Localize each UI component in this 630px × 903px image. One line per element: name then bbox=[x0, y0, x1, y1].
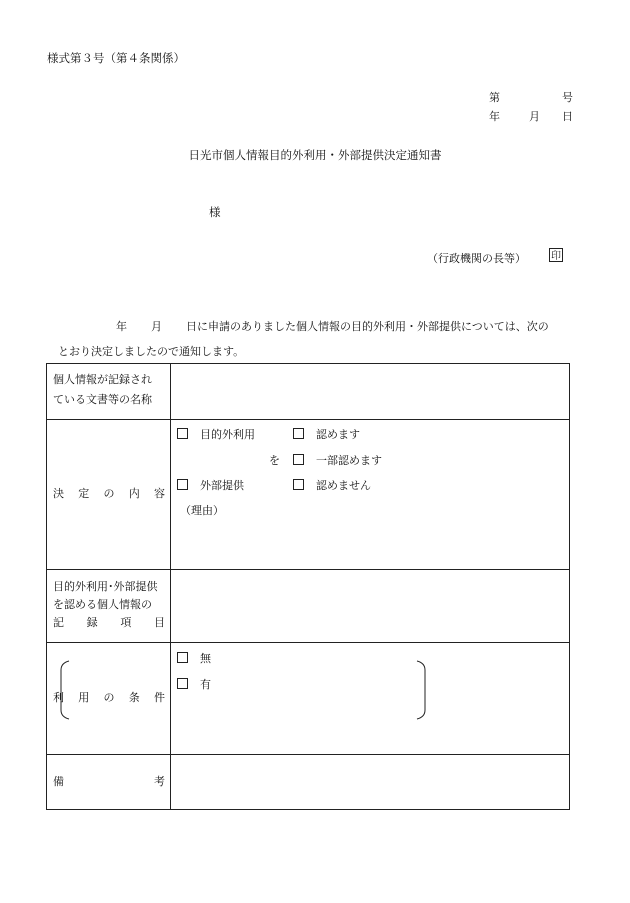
intro-year: 年 bbox=[116, 320, 127, 333]
option-use-checkbox[interactable]: 目的外利用 bbox=[177, 425, 255, 445]
checkbox-icon bbox=[177, 428, 188, 439]
record-items-label: 目的外利用･外部提供 を認める個人情報の 記 録 項 目 bbox=[53, 580, 165, 629]
date-month: 月 bbox=[529, 110, 540, 123]
record-items-field[interactable] bbox=[171, 570, 569, 642]
remarks-field[interactable] bbox=[171, 755, 569, 810]
intro-line-2: とおり決定しましたので通知します。 bbox=[58, 345, 245, 358]
form-number-label: 様式第３号（第４条関係） bbox=[47, 51, 185, 65]
svg-text:印: 印 bbox=[551, 251, 561, 262]
option-provide-checkbox[interactable]: 外部提供 bbox=[177, 476, 244, 496]
checkbox-icon bbox=[177, 652, 188, 663]
answer-no-checkbox[interactable]: 認めません bbox=[293, 476, 371, 496]
remarks-label: 備 考 bbox=[53, 775, 165, 788]
intro-month: 月 bbox=[151, 320, 162, 333]
checkbox-icon bbox=[293, 454, 304, 465]
conditions-has-checkbox[interactable]: 有 bbox=[177, 675, 211, 695]
number-prefix: 第 bbox=[489, 91, 500, 104]
date-year: 年 bbox=[489, 110, 500, 123]
right-bracket-icon bbox=[415, 660, 429, 720]
issuer-label: （行政機関の長等） bbox=[427, 252, 526, 265]
answer-partial-checkbox[interactable]: 一部認めます bbox=[293, 451, 382, 471]
doc-name-label: 個人情報が記録され ている文書等の名称 bbox=[53, 373, 152, 406]
reason-label: （理由） bbox=[180, 504, 224, 517]
checkbox-icon bbox=[293, 428, 304, 439]
table-row-divider bbox=[47, 642, 569, 643]
checkbox-icon bbox=[293, 479, 304, 490]
addressee-honorific: 様 bbox=[209, 205, 221, 219]
decision-label: 決 定 の 内 容 bbox=[53, 487, 165, 500]
doc-name-field[interactable] bbox=[171, 364, 569, 419]
document-title: 日光市個人情報目的外利用・外部提供決定通知書 bbox=[188, 148, 442, 162]
date-day: 日 bbox=[562, 110, 573, 123]
seal-icon bbox=[549, 248, 563, 262]
intro-text: 日に申請のありました個人情報の目的外利用・外部提供については、次の bbox=[186, 320, 549, 333]
conditions-label: 利 用 の 条 件 bbox=[53, 691, 165, 704]
number-suffix: 号 bbox=[562, 91, 573, 104]
checkbox-icon bbox=[177, 678, 188, 689]
answer-yes-checkbox[interactable]: 認めます bbox=[293, 425, 360, 445]
intro-line-1 bbox=[116, 318, 549, 334]
checkbox-icon bbox=[177, 479, 188, 490]
conditions-none-checkbox[interactable]: 無 bbox=[177, 649, 211, 669]
particle-wo: を bbox=[269, 454, 280, 467]
decision-table bbox=[46, 363, 570, 810]
table-row-divider bbox=[47, 419, 569, 420]
